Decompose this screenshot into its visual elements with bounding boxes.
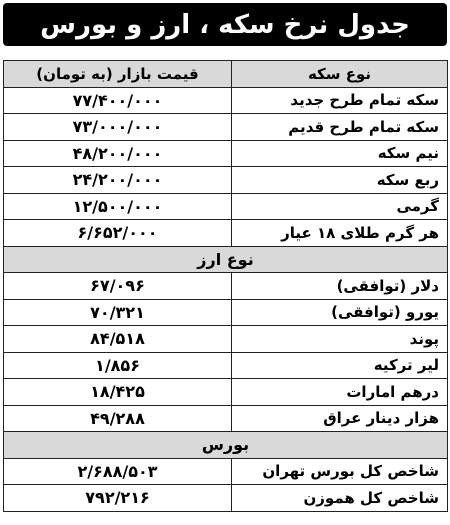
item-price: ۴۹/۲۸۸	[4, 405, 232, 432]
item-name: دلار (توافقی)	[232, 273, 448, 300]
table-row	[4, 114, 448, 141]
bourse-section-header-label: بورس	[4, 432, 448, 459]
coin-type-header: نوع سکه	[232, 61, 448, 88]
table-row	[4, 193, 448, 220]
market-price-header: قیمت بازار (به تومان)	[4, 61, 232, 88]
table-row	[4, 273, 448, 300]
item-name: سکه تمام طرح قدیم	[232, 114, 448, 141]
table-row	[4, 485, 448, 512]
item-name: پوند	[232, 326, 448, 353]
item-name: لیر ترکیه	[232, 352, 448, 379]
table-row	[4, 326, 448, 353]
item-price: ۲/۶۸۸/۵۰۳	[4, 458, 232, 485]
item-price: ۲۴/۲۰۰/۰۰۰	[4, 167, 232, 194]
header-row	[4, 61, 448, 88]
table-row	[4, 167, 448, 194]
item-price: ۱۸/۴۲۵	[4, 379, 232, 406]
item-name: سکه تمام طرح جدید	[232, 87, 448, 114]
item-name: شاخص کل هموزن	[232, 485, 448, 512]
item-price: ۷۳/۰۰۰/۰۰۰	[4, 114, 232, 141]
table-row	[4, 299, 448, 326]
rates-table	[3, 60, 448, 512]
table-title: جدول نرخ سکه ، ارز و بورس	[3, 3, 447, 46]
currency-section-header-label: نوع ارز	[4, 246, 448, 273]
table-row	[4, 87, 448, 114]
currency-section-header	[4, 246, 448, 273]
item-name: یورو (توافقی)	[232, 299, 448, 326]
item-price: ۷۰/۳۲۱	[4, 299, 232, 326]
item-name: گرمی	[232, 193, 448, 220]
item-price: ۸۴/۵۱۸	[4, 326, 232, 353]
item-price: ۷۹۲/۲۱۶	[4, 485, 232, 512]
item-price: ۱۲/۵۰۰/۰۰۰	[4, 193, 232, 220]
item-name: هزار دینار عراق	[232, 405, 448, 432]
item-price: ۴۸/۲۰۰/۰۰۰	[4, 140, 232, 167]
item-price: ۱/۸۵۶	[4, 352, 232, 379]
table-row	[4, 379, 448, 406]
table-row	[4, 405, 448, 432]
table-row	[4, 458, 448, 485]
item-name: هر گرم طلای ۱۸ عیار	[232, 220, 448, 247]
table-row	[4, 352, 448, 379]
item-name: درهم امارات	[232, 379, 448, 406]
item-price: ۷۷/۴۰۰/۰۰۰	[4, 87, 232, 114]
bourse-section-header	[4, 432, 448, 459]
item-name: نیم سکه	[232, 140, 448, 167]
item-price: ۶/۶۵۲/۰۰۰	[4, 220, 232, 247]
item-name: شاخص کل بورس تهران	[232, 458, 448, 485]
table-row	[4, 220, 448, 247]
item-name: ربع سکه	[232, 167, 448, 194]
table-row	[4, 140, 448, 167]
item-price: ۶۷/۰۹۶	[4, 273, 232, 300]
